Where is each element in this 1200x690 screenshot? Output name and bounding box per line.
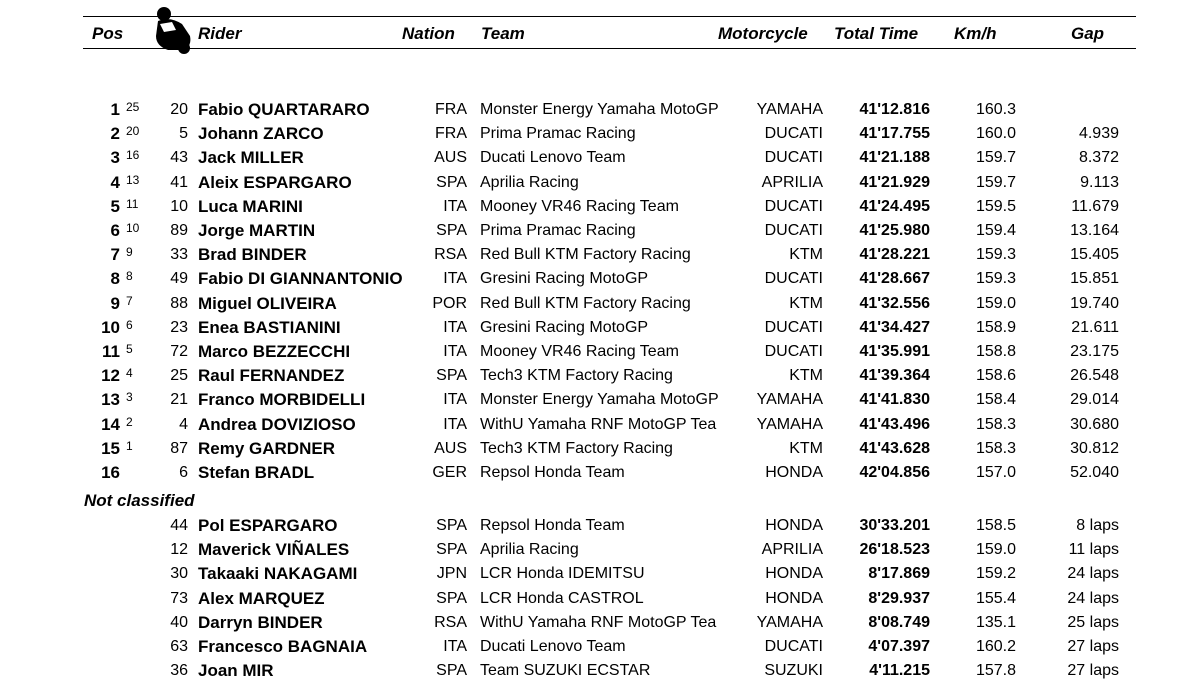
cell-pos: 14 [101, 414, 120, 434]
cell-motorcycle: DUCATI [764, 318, 823, 336]
cell-nation: SPA [436, 541, 467, 559]
cell-nation: ITA [443, 415, 467, 433]
cell-points: 9 [126, 245, 133, 260]
cell-total-time: 41'35.991 [859, 343, 930, 360]
cell-gap: 8.372 [1078, 149, 1119, 167]
cell-rider: Raul FERNANDEZ [198, 366, 345, 386]
cell-team: Gresini Racing MotoGP [480, 270, 649, 288]
cell-gap: 27 laps [1067, 638, 1119, 655]
cell-nation: POR [432, 294, 467, 312]
cell-nation: RSA [434, 613, 467, 631]
cell-motorcycle: APRILIA [761, 173, 823, 191]
table-row [0, 340, 1200, 364]
cell-total-time: 41'43.496 [859, 415, 930, 433]
cell-kmh: 159.3 [975, 246, 1016, 264]
cell-rider: Remy GARDNER [198, 438, 335, 458]
cell-total-time: 30'33.201 [859, 517, 930, 534]
cell-team: Aprilia Racing [480, 541, 579, 559]
cell-rider: Johann ZARCO [198, 124, 324, 144]
cell-number: 12 [170, 541, 188, 559]
table-row [0, 122, 1200, 146]
cell-total-time: 41'17.755 [859, 125, 930, 143]
cell-team: Monster Energy Yamaha MotoGP [480, 101, 719, 118]
not-classified-heading: Not classified [84, 491, 195, 510]
cell-points: 10 [126, 221, 140, 235]
cell-kmh: 159.3 [975, 270, 1016, 288]
cell-points: 1 [126, 438, 133, 453]
cell-team: Repsol Honda Team [480, 517, 625, 534]
cell-gap: 27 laps [1067, 662, 1119, 680]
cell-nation: ITA [443, 318, 467, 336]
cell-rider: Andrea DOVIZIOSO [198, 414, 356, 434]
cell-total-time: 41'41.830 [859, 391, 930, 409]
cell-motorcycle: SUZUKI [764, 662, 823, 680]
cell-kmh: 159.0 [975, 294, 1016, 312]
cell-team: Gresini Racing MotoGP [480, 318, 649, 336]
table-row [0, 659, 1200, 683]
header-kmh: Km/h [954, 24, 997, 43]
cell-motorcycle: HONDA [765, 517, 823, 534]
cell-motorcycle: DUCATI [764, 343, 823, 360]
cell-gap: 8 laps [1076, 517, 1119, 534]
cell-rider: Miguel OLIVEIRA [198, 293, 337, 313]
cell-points: 7 [126, 293, 133, 308]
table-row [0, 98, 1200, 122]
table-row [0, 461, 1200, 485]
cell-kmh: 155.4 [975, 589, 1016, 607]
cell-nation: GER [432, 464, 467, 481]
cell-rider: Enea BASTIANINI [198, 317, 341, 337]
cell-motorcycle: YAMAHA [756, 415, 823, 433]
cell-team: Red Bull KTM Factory Racing [480, 294, 691, 312]
cell-motorcycle: HONDA [765, 464, 823, 481]
cell-pos: 12 [101, 366, 120, 386]
cell-total-time: 41'28.221 [859, 246, 930, 264]
cell-number: 88 [170, 294, 188, 312]
cell-number: 36 [170, 662, 188, 680]
header-top-rule [83, 16, 1136, 17]
cell-motorcycle: DUCATI [764, 197, 823, 215]
cell-total-time: 41'32.556 [859, 294, 930, 312]
cell-team: Prima Pramac Racing [480, 125, 636, 143]
cell-team: Red Bull KTM Factory Racing [480, 246, 691, 264]
cell-number: 41 [170, 173, 188, 191]
table-row [0, 219, 1200, 243]
cell-number: 33 [170, 246, 188, 264]
cell-rider: Takaaki NAKAGAMI [198, 564, 358, 584]
cell-points: 11 [126, 196, 139, 211]
cell-kmh: 135.1 [975, 613, 1016, 631]
cell-team: Aprilia Racing [480, 173, 579, 191]
cell-gap: 15.851 [1070, 270, 1119, 288]
table-row [0, 635, 1200, 659]
cell-kmh: 160.2 [975, 638, 1016, 655]
cell-kmh: 159.5 [975, 197, 1016, 215]
cell-number: 25 [170, 367, 188, 385]
cell-total-time: 4'07.397 [868, 638, 930, 655]
cell-number: 43 [170, 149, 188, 167]
cell-pos: 5 [110, 196, 120, 216]
cell-motorcycle: DUCATI [764, 149, 823, 167]
cell-rider: Alex MARQUEZ [198, 588, 325, 608]
cell-number: 89 [170, 222, 188, 239]
header-team: Team [481, 24, 525, 43]
cell-rider: Stefan BRADL [198, 463, 315, 482]
cell-pos: 10 [101, 317, 120, 337]
cell-pos: 7 [110, 245, 120, 265]
cell-number: 49 [170, 270, 188, 288]
cell-nation: SPA [436, 222, 467, 239]
cell-gap: 24 laps [1067, 589, 1119, 607]
cell-kmh: 157.8 [975, 662, 1016, 680]
cell-total-time: 41'12.816 [859, 101, 930, 118]
cell-number: 5 [179, 125, 188, 143]
cell-pos: 8 [110, 269, 120, 289]
cell-points: 2 [126, 414, 133, 429]
cell-number: 4 [179, 415, 188, 433]
cell-nation: SPA [436, 589, 467, 607]
header-total-time: Total Time [834, 24, 919, 43]
cell-nation: ITA [443, 270, 467, 288]
cell-points: 16 [126, 148, 140, 163]
cell-rider: Fabio DI GIANNANTONIO [198, 269, 403, 289]
table-row [0, 364, 1200, 388]
cell-rider: Aleix ESPARGARO [198, 172, 352, 192]
cell-number: 44 [170, 517, 188, 534]
cell-team: Ducati Lenovo Team [480, 149, 626, 167]
cell-nation: AUS [434, 439, 467, 457]
cell-kmh: 160.3 [975, 101, 1016, 118]
table-row [0, 195, 1200, 219]
cell-gap: 29.014 [1070, 391, 1119, 409]
cell-motorcycle: HONDA [765, 589, 823, 607]
cell-kmh: 157.0 [975, 464, 1016, 481]
cell-team: Prima Pramac Racing [480, 222, 636, 239]
cell-number: 72 [170, 343, 188, 360]
cell-rider: Franco MORBIDELLI [198, 390, 366, 410]
table-row [0, 146, 1200, 170]
cell-points: 13 [126, 172, 140, 187]
cell-points: 20 [126, 124, 140, 139]
cell-team: Monster Energy Yamaha MotoGP [480, 391, 719, 409]
cell-motorcycle: YAMAHA [756, 391, 823, 409]
table-row [0, 267, 1200, 291]
cell-number: 73 [170, 589, 188, 607]
table-row [0, 562, 1200, 586]
cell-motorcycle: KTM [789, 439, 823, 457]
cell-nation: FRA [435, 125, 467, 143]
cell-gap: 19.740 [1070, 294, 1119, 312]
cell-pos: 13 [101, 390, 120, 410]
table-row [0, 514, 1200, 538]
header-gap: Gap [1071, 24, 1105, 43]
cell-number: 30 [170, 565, 188, 583]
cell-pos: 2 [110, 124, 120, 144]
cell-gap: 11 laps [1068, 541, 1119, 559]
cell-team: Mooney VR46 Racing Team [480, 343, 679, 360]
cell-gap: 15.405 [1070, 246, 1119, 264]
cell-gap: 23.175 [1070, 343, 1119, 360]
cell-nation: SPA [436, 517, 467, 534]
cell-nation: JPN [436, 565, 467, 583]
header-nation: Nation [402, 24, 455, 43]
cell-motorcycle: DUCATI [764, 638, 823, 655]
table-row [0, 538, 1200, 562]
cell-total-time: 41'21.929 [859, 173, 930, 191]
cell-team: Team SUZUKI ECSTAR [480, 662, 651, 680]
cell-rider: Luca MARINI [198, 196, 303, 216]
cell-kmh: 158.3 [975, 439, 1016, 457]
cell-gap: 26.548 [1070, 367, 1119, 385]
cell-team: LCR Honda CASTROL [480, 589, 644, 607]
cell-nation: RSA [434, 246, 467, 264]
cell-total-time: 41'25.980 [859, 222, 930, 239]
header-motorcycle: Motorcycle [718, 24, 808, 43]
cell-rider: Brad BINDER [198, 245, 307, 265]
cell-points: 3 [126, 390, 133, 405]
cell-team: LCR Honda IDEMITSU [480, 565, 645, 583]
cell-gap: 13.164 [1070, 222, 1119, 239]
header-bottom-rule [83, 48, 1136, 49]
cell-total-time: 41'28.667 [859, 270, 930, 288]
cell-total-time: 8'08.749 [868, 613, 930, 631]
cell-rider: Marco BEZZECCHI [198, 342, 351, 361]
cell-rider: Francesco BAGNAIA [198, 637, 368, 656]
table-row [0, 611, 1200, 635]
cell-team: Tech3 KTM Factory Racing [480, 367, 673, 385]
cell-pos: 9 [110, 293, 120, 313]
table-row [0, 292, 1200, 316]
cell-points: 8 [126, 269, 133, 284]
motorcycle-rider-icon [150, 6, 198, 56]
cell-number: 87 [170, 439, 188, 457]
table-row [0, 243, 1200, 267]
cell-nation: FRA [435, 101, 467, 118]
cell-rider: Maverick VIÑALES [198, 540, 350, 560]
cell-nation: ITA [443, 343, 467, 360]
cell-motorcycle: KTM [789, 367, 823, 385]
cell-motorcycle: YAMAHA [756, 613, 823, 631]
cell-kmh: 158.6 [975, 367, 1016, 385]
cell-total-time: 8'29.937 [868, 589, 930, 607]
cell-team: Ducati Lenovo Team [480, 638, 626, 655]
cell-kmh: 158.3 [975, 415, 1016, 433]
cell-motorcycle: DUCATI [764, 270, 823, 288]
cell-points: 6 [126, 317, 133, 332]
cell-nation: ITA [443, 391, 467, 409]
cell-rider: Pol ESPARGARO [198, 516, 338, 535]
cell-points: 5 [126, 342, 133, 356]
cell-motorcycle: DUCATI [764, 125, 823, 143]
cell-kmh: 159.7 [975, 149, 1016, 167]
cell-number: 20 [170, 101, 188, 118]
cell-kmh: 160.0 [975, 125, 1016, 143]
cell-total-time: 26'18.523 [859, 541, 930, 559]
cell-kmh: 158.9 [975, 318, 1016, 336]
cell-kmh: 159.2 [975, 565, 1016, 583]
cell-kmh: 159.4 [975, 222, 1016, 239]
cell-rider: Fabio QUARTARARO [198, 100, 370, 119]
cell-number: 10 [170, 197, 188, 215]
cell-nation: SPA [436, 662, 467, 680]
cell-gap: 30.680 [1070, 415, 1119, 433]
table-row [0, 171, 1200, 195]
cell-nation: ITA [443, 638, 467, 655]
cell-kmh: 158.5 [975, 517, 1016, 534]
cell-team: Tech3 KTM Factory Racing [480, 439, 673, 457]
cell-gap: 25 laps [1067, 613, 1119, 631]
cell-total-time: 4'11.215 [869, 662, 930, 680]
cell-gap: 11.679 [1071, 197, 1119, 215]
cell-pos: 15 [101, 438, 120, 458]
cell-gap: 9.113 [1080, 173, 1119, 191]
cell-gap: 30.812 [1070, 439, 1119, 457]
cell-pos: 6 [110, 221, 120, 240]
cell-total-time: 41'39.364 [859, 367, 930, 385]
cell-rider: Jack MILLER [198, 148, 304, 168]
cell-motorcycle: KTM [789, 294, 823, 312]
table-row [0, 388, 1200, 412]
cell-number: 21 [170, 391, 188, 409]
cell-rider: Darryn BINDER [198, 612, 323, 632]
cell-gap: 4.939 [1078, 125, 1119, 143]
cell-pos: 16 [101, 463, 120, 482]
cell-total-time: 41'21.188 [859, 149, 930, 167]
cell-motorcycle: HONDA [765, 565, 823, 583]
cell-number: 23 [170, 318, 188, 336]
table-row [0, 316, 1200, 340]
header-rider: Rider [198, 24, 242, 43]
cell-motorcycle: KTM [789, 246, 823, 264]
cell-motorcycle: APRILIA [761, 541, 823, 559]
cell-team: Repsol Honda Team [480, 464, 625, 481]
cell-nation: AUS [434, 149, 467, 167]
cell-rider: Jorge MARTIN [198, 221, 316, 240]
cell-number: 40 [170, 613, 188, 631]
cell-pos: 4 [110, 172, 120, 192]
table-row [0, 587, 1200, 611]
cell-motorcycle: YAMAHA [756, 101, 823, 118]
cell-team: WithU Yamaha RNF MotoGP Tea [480, 415, 717, 433]
table-row [0, 437, 1200, 461]
cell-gap: 52.040 [1070, 464, 1119, 481]
cell-team: WithU Yamaha RNF MotoGP Tea [480, 613, 717, 631]
cell-kmh: 158.8 [975, 343, 1016, 360]
cell-nation: SPA [436, 367, 467, 385]
cell-points: 4 [126, 366, 133, 381]
cell-gap: 24 laps [1067, 565, 1119, 583]
cell-total-time: 8'17.869 [868, 565, 930, 583]
cell-pos: 3 [110, 148, 120, 168]
cell-total-time: 42'04.856 [859, 464, 930, 481]
cell-total-time: 41'24.495 [859, 197, 930, 215]
cell-points: 25 [126, 100, 140, 114]
cell-nation: ITA [443, 197, 467, 215]
cell-number: 6 [179, 464, 188, 481]
cell-rider: Joan MIR [198, 661, 274, 681]
cell-nation: SPA [436, 173, 467, 191]
cell-pos: 11 [102, 342, 120, 361]
header-pos: Pos [92, 24, 124, 43]
cell-kmh: 158.4 [975, 391, 1016, 409]
cell-number: 63 [170, 638, 188, 655]
cell-team: Mooney VR46 Racing Team [480, 197, 679, 215]
cell-total-time: 41'34.427 [859, 318, 930, 336]
cell-pos: 1 [110, 100, 120, 119]
cell-kmh: 159.7 [975, 173, 1016, 191]
cell-kmh: 159.0 [975, 541, 1016, 559]
cell-motorcycle: DUCATI [764, 222, 823, 239]
cell-total-time: 41'43.628 [859, 439, 930, 457]
table-row [0, 413, 1200, 437]
cell-gap: 21.611 [1071, 318, 1119, 336]
